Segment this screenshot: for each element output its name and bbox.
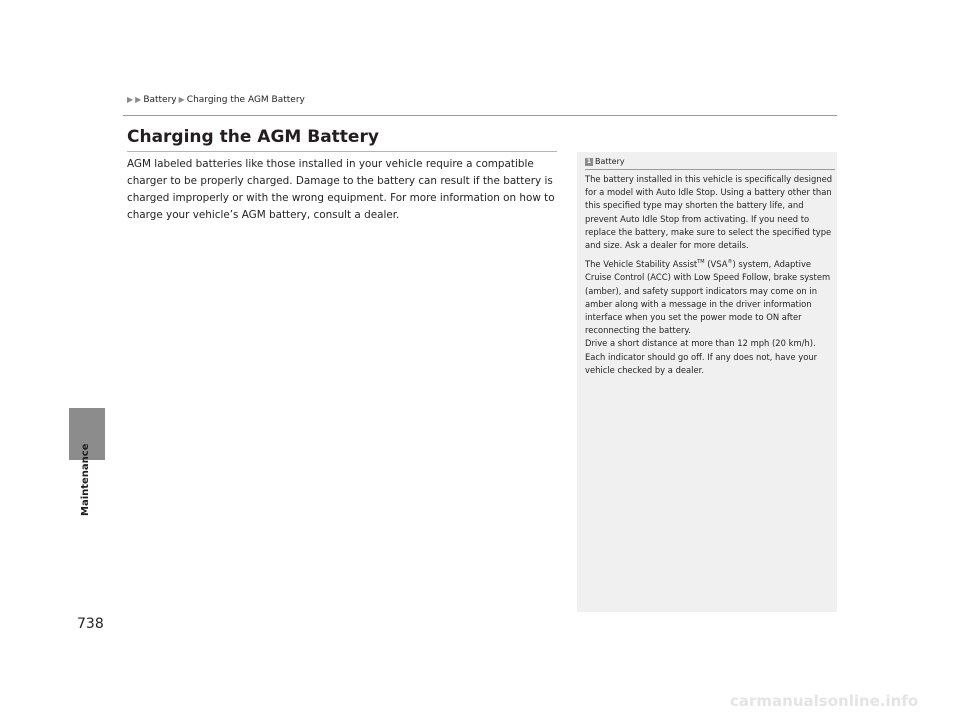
triangle-right-icon: ▶ (178, 95, 185, 104)
note-text: (VSA (704, 259, 728, 270)
note-divider (585, 169, 835, 170)
note-text: ) system, Adaptive Cruise Control (ACC) with Low Speed Follow, brake system (amber), and safety support indicators may come on in amber along with a message in the driver information interface when you set the power mode to ON after reconnecting the battery. (585, 259, 831, 336)
note-marker-icon: 1 (586, 157, 592, 165)
section-label: Maintenance (80, 443, 91, 516)
note-header (585, 157, 829, 166)
triangle-right-icon: ▶ (127, 95, 134, 104)
triangle-right-icon: ▶ (135, 95, 142, 104)
watermark: carmanualsonline.info (730, 692, 919, 710)
note-title: Battery (595, 157, 625, 166)
page-number: 738 (77, 616, 104, 632)
breadcrumb-item-charging[interactable]: Charging the AGM Battery (186, 95, 305, 105)
header-divider (123, 115, 837, 116)
note-body (585, 173, 833, 383)
registered-mark: ® (727, 259, 733, 266)
body-paragraph: AGM labeled batteries like those installed in your vehicle require a compatible charger to be properly charged. Damage to the battery can result if the battery is charged improperly or with the wrong equipment. For more information on how to charge your vehicle’s AGM battery, consult a dealer. (127, 158, 555, 221)
page-title: Charging the AGM Battery (127, 127, 379, 147)
note-text: The Vehicle Stability Assist (585, 259, 698, 270)
title-divider (127, 151, 557, 152)
trademark-mark: TM (697, 259, 705, 266)
breadcrumb (127, 95, 305, 105)
note-paragraph: The battery installed in this vehicle is specifically designed for a model with Auto Idle Stop. Using a battery other than this specified type may shorten the battery life, and prevent Auto Idle Stop from activating. If you need to replace the battery, make sure to select the specified type and size. Ask a dealer for more details. (585, 174, 833, 251)
breadcrumb-item-battery[interactable]: Battery (143, 95, 177, 105)
note-paragraph (585, 258, 833, 377)
note-text: Drive a short distance at more than 12 mph (20 km/h). Each indicator should go off. If any does not, have your vehicle checked by a dealer. (585, 338, 818, 375)
side-note (577, 152, 837, 612)
